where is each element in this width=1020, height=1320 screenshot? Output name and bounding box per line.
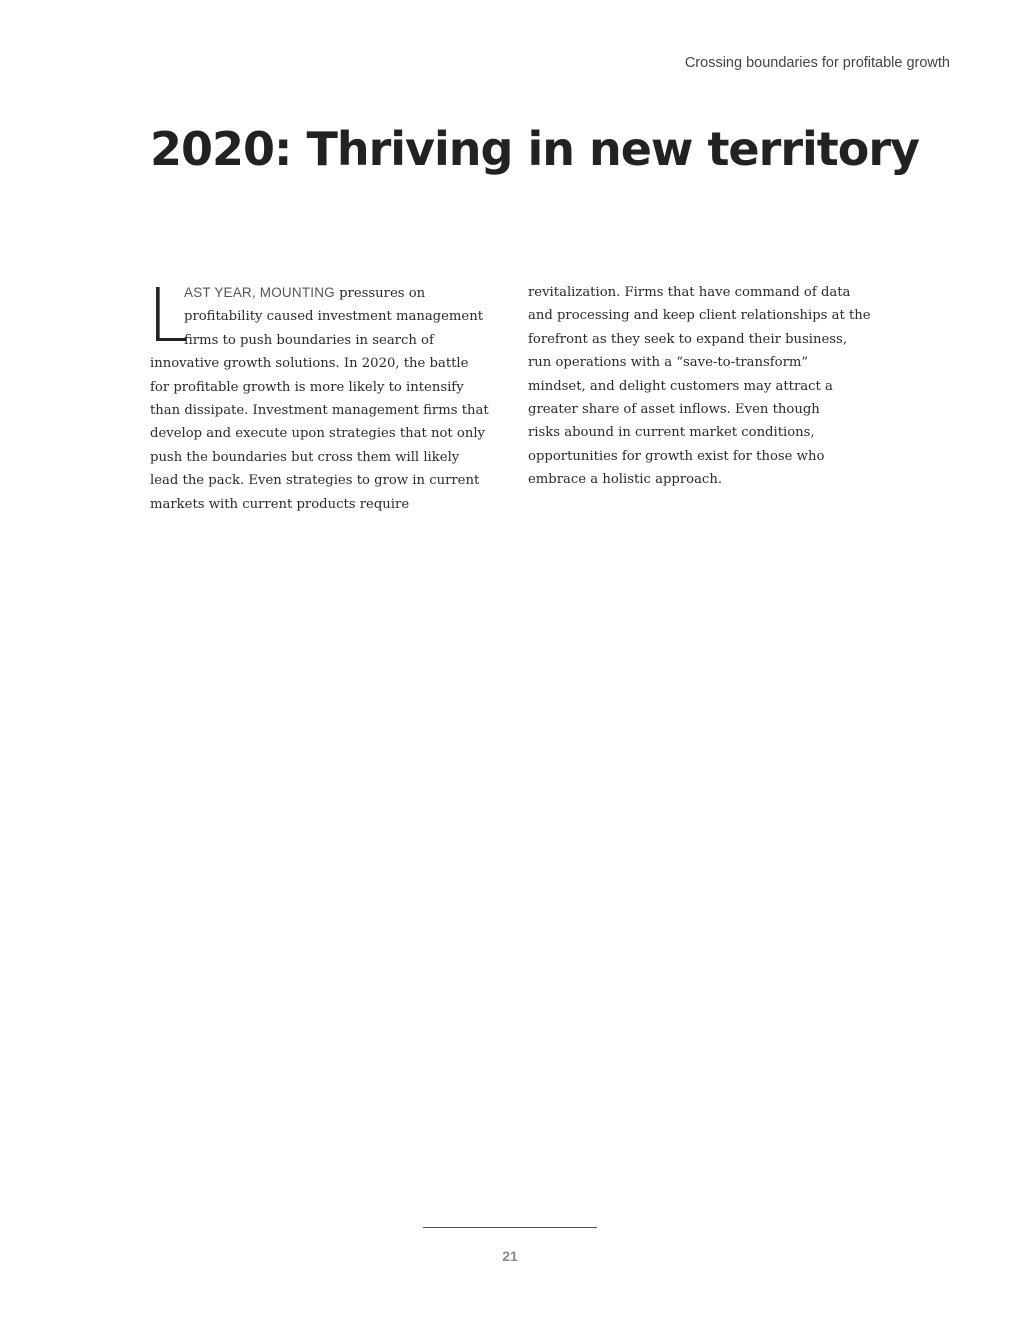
body-line: opportunities for growth exist for those who bbox=[528, 448, 825, 464]
body-line: firms to push boundaries in search of bbox=[184, 332, 434, 348]
body-line: than dissipate. Investment management firms that bbox=[150, 403, 489, 419]
page-number: 21 bbox=[502, 1248, 518, 1264]
footer-divider bbox=[423, 1227, 597, 1228]
body-line: markets with current products require bbox=[150, 496, 410, 512]
body-column-right bbox=[528, 281, 873, 492]
body-line: embrace a holistic approach. bbox=[528, 472, 723, 488]
body-line: and processing and keep client relationships at the bbox=[528, 308, 871, 324]
body-line: innovative growth solutions. In 2020, the battle bbox=[150, 356, 469, 372]
body-line: revitalization. Firms that have command of data bbox=[528, 285, 851, 300]
body-column-left bbox=[150, 281, 495, 516]
body-line: push the boundaries but cross them will likely bbox=[150, 449, 460, 465]
body-line: risks abound in current market conditions, bbox=[528, 425, 815, 441]
page-title: 2020: Thriving in new territory bbox=[150, 122, 920, 176]
running-header: Crossing boundaries for profitable growth bbox=[684, 55, 950, 71]
lead-in-caps: AST YEAR, MOUNTING bbox=[184, 285, 335, 300]
body-line: greater share of asset inflows. Even though bbox=[528, 402, 820, 418]
lead-in-text: pressures on bbox=[334, 286, 426, 301]
body-line: profitability caused investment management bbox=[184, 309, 484, 325]
body-line bbox=[150, 281, 495, 305]
body-line: develop and execute upon strategies that not only bbox=[150, 426, 485, 442]
body-line: mindset, and delight customers may attract a bbox=[528, 378, 833, 394]
drop-cap: L bbox=[147, 273, 189, 359]
body-line: lead the pack. Even strategies to grow in current bbox=[150, 473, 480, 489]
body-line: for profitable growth is more likely to intensify bbox=[150, 379, 464, 395]
body-line: forefront as they seek to expand their business, bbox=[528, 331, 848, 347]
body-line: run operations with a “save-to-transform” bbox=[528, 355, 809, 371]
